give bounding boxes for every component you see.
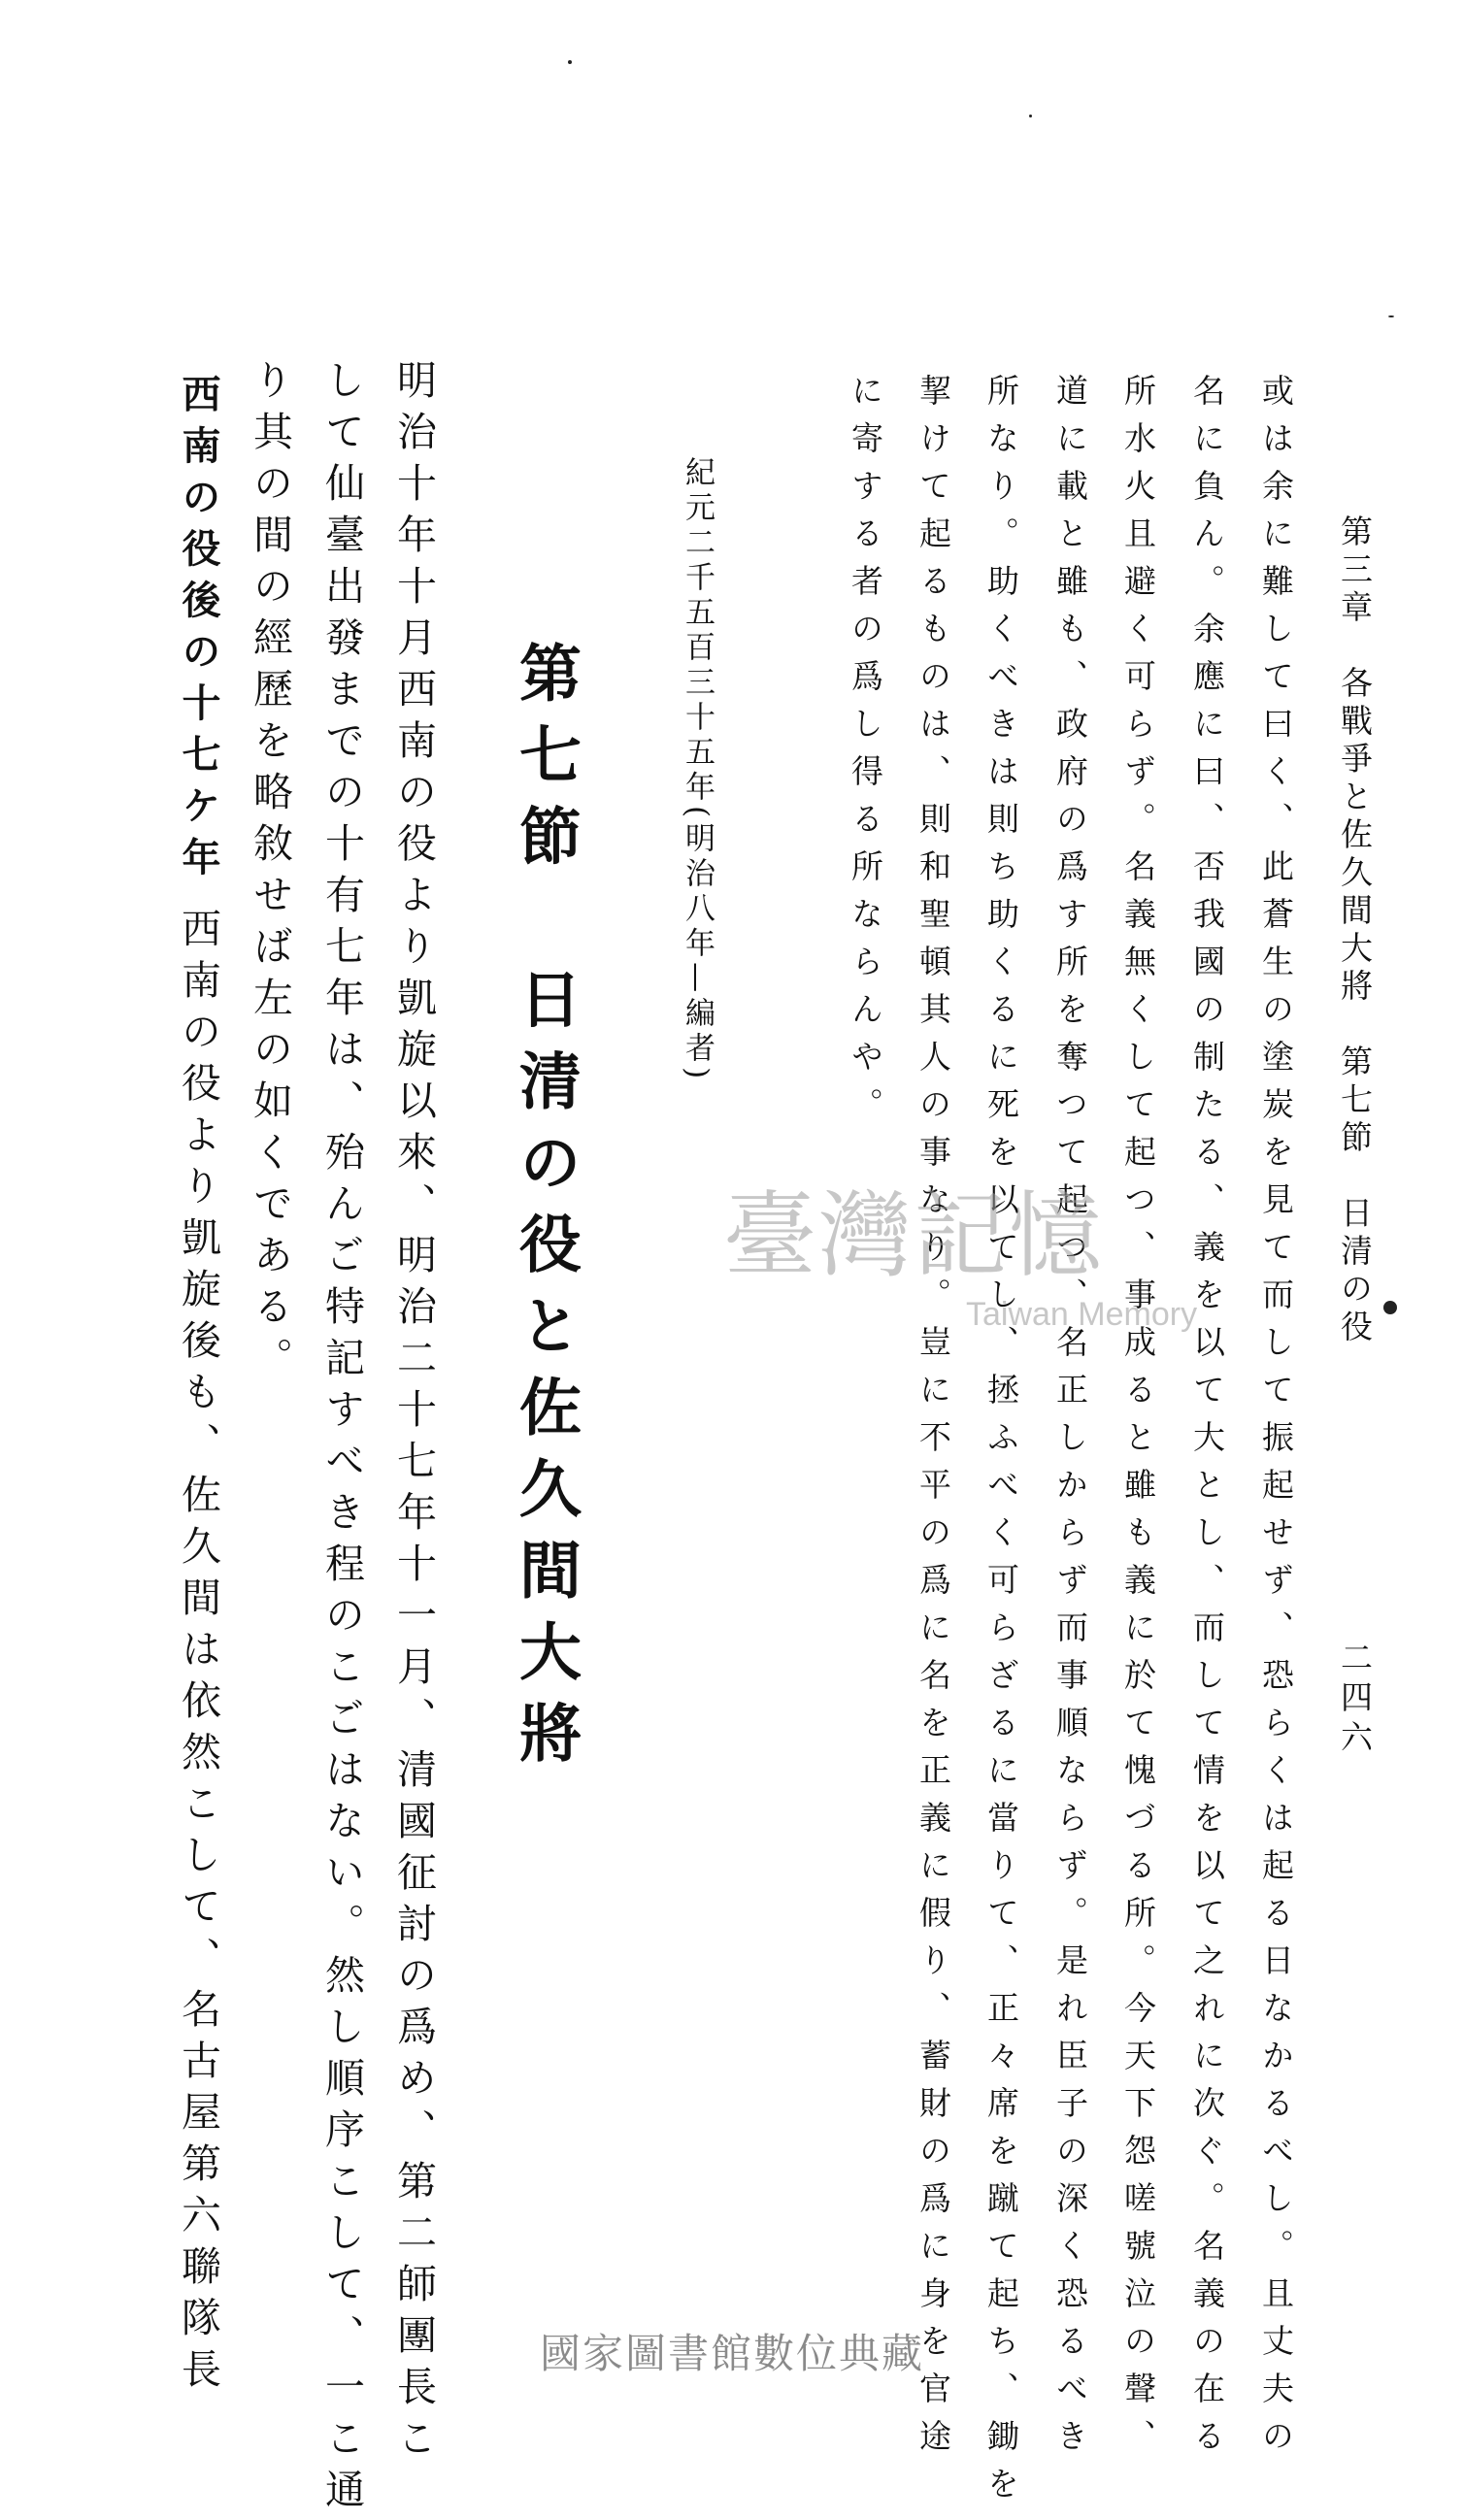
quote-line-4: 道に載と雖も、政府の爲す所を奪つて起つ、名正しからず而事順ならず。是れ臣子の深く恐るべき xyxy=(1051,374,1089,2467)
quote-line-5: 所なり。助くべきは則ち助くるに死を以てし、拯ふべく可らざるに當りて、正々席を蹴て起ち、鋤を xyxy=(982,374,1020,2514)
body-line-1: 明治十年十月西南の役より凱旋以來、明治二十七年十一月、清國征討の爲め、第二師團長こ xyxy=(390,359,437,2469)
dateline: 紀元二千五百三十五年(明治八年—編者) xyxy=(680,456,715,1084)
quote-line-6: 挈けて起るものは、則和聖頓其人の事なり。豈に不平の爲に名を正義に假り、蓄財の爲に身を官途 xyxy=(915,374,952,2467)
taiwan-memory-watermark xyxy=(723,1181,1248,1354)
watermark-main: 臺灣記憶 xyxy=(723,1181,1104,1290)
watermark-sub: Taiwan Memory xyxy=(966,1296,1198,1333)
page-number: 二四六 xyxy=(1336,1641,1374,1760)
section-title: 第七節 日清の役と佐久間大將 xyxy=(509,641,582,1782)
ink-speck xyxy=(1383,1301,1397,1314)
ink-speck xyxy=(1029,115,1032,117)
quote-line-7: に寄する者の爲し得る所ならんや。 xyxy=(847,374,884,1135)
ink-speck xyxy=(1388,315,1394,317)
body-line-3: り其の間の經歷を略敘せば左の如くである。 xyxy=(247,359,293,1388)
running-head: 第三章 各戰爭と佐久間大將 第七節 日清の役 xyxy=(1336,514,1374,1347)
quote-line-3: 所水火且避く可らず。名義無くして起つ、事成ると雖も義に於て愧づる所。今天下怨嗟號泣の聲、 xyxy=(1119,374,1157,2467)
quote-line-2: 名に負ん。余應に曰、否我國の制たる、義を以て大とし、而して情を以て之れに次ぐ。名義の在る xyxy=(1188,374,1226,2467)
quote-line-1: 或は余に難して曰く、此蒼生の塗炭を見て而して振起せず、恐らくは起る日なかるべし。且丈夫の xyxy=(1257,374,1295,2467)
body-line-2: して仙臺出發までの十有七年は、殆んご特記すべき程のこごはない。然し順序こして、一こ通 xyxy=(318,359,365,2520)
ink-speck xyxy=(568,60,572,64)
archive-footer: 國家圖書館數位典藏 xyxy=(539,2330,924,2377)
subheading: 西南の役後の十七ケ年 xyxy=(176,374,221,888)
body-continuation: 西南の役より凱旋後も、佐久間は依然こして、名古屋第六聯隊長 xyxy=(175,908,221,2400)
